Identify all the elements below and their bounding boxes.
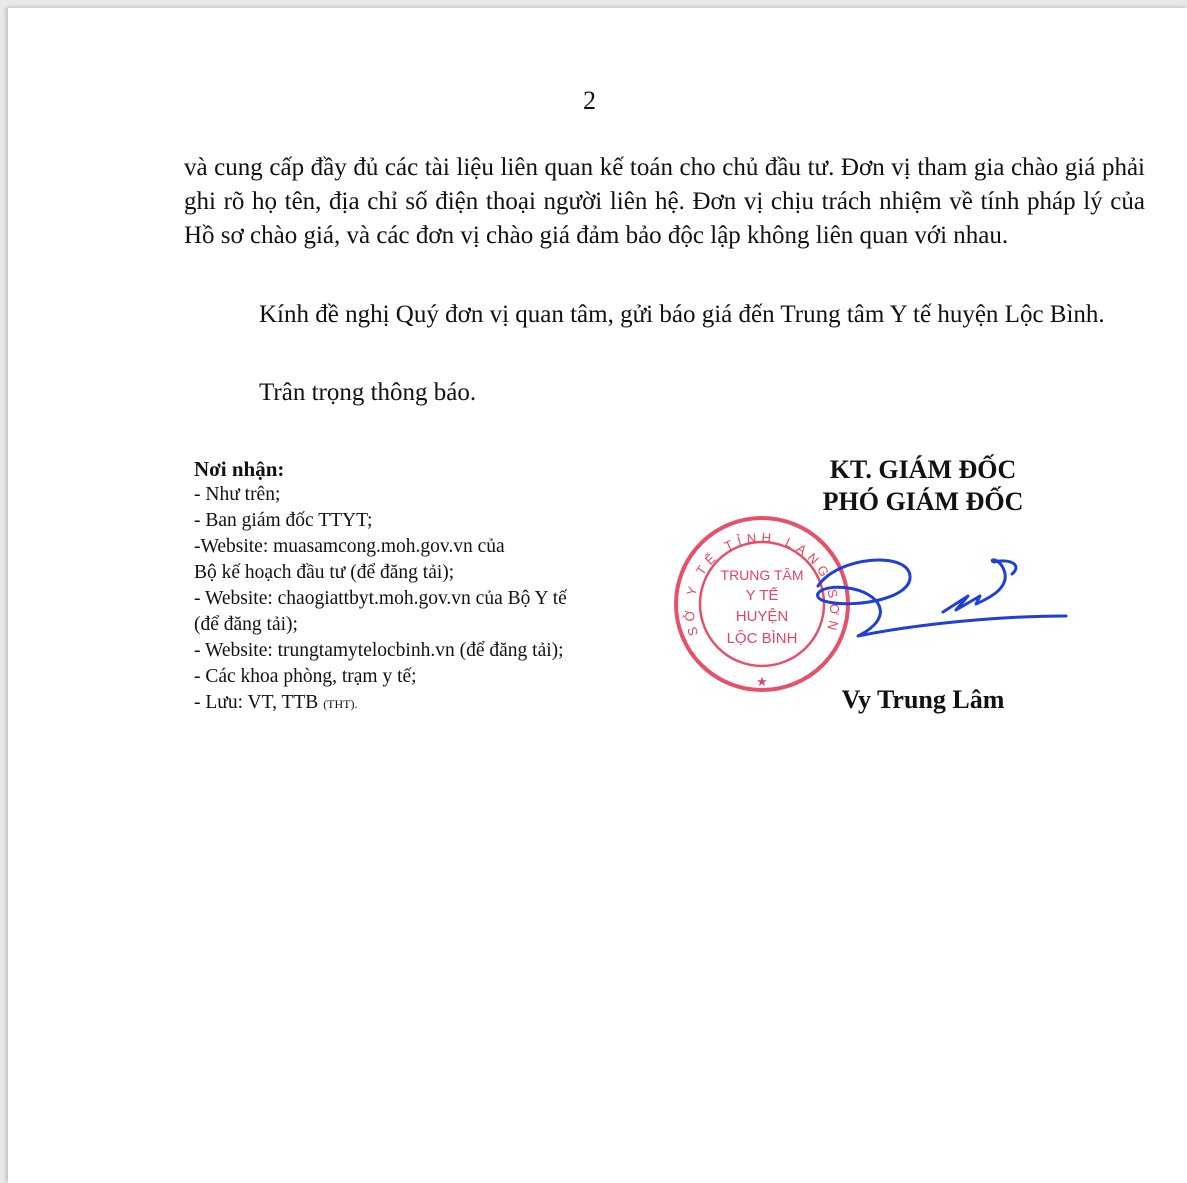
recipients-block <box>194 456 664 717</box>
signer-title-1: KT. GIÁM ĐỐC <box>829 455 1017 484</box>
recipient-line: - Website: chaogiattbyt.moh.gov.vn của Bộ Y tế <box>194 588 567 609</box>
body-paragraph-1: và cung cấp đầy đủ các tài liệu liên quan kế toán cho chủ đầu tư. Đơn vị tham gia chào giá phải ghi rõ họ tên, địa chỉ số điện thoại người liên hệ. Đơn vị chịu trách nhiệm về tính pháp lý của Hồ sơ chào giá, và các đơn vị chào giá đảm bảo độc lập không liên quan với nhau. <box>184 154 1145 249</box>
recipient-line: -Website: muasamcong.moh.gov.vn của <box>194 536 505 557</box>
recipient-line: Bộ kế hoạch đầu tư (để đăng tải); <box>194 562 455 583</box>
recipient-line: - Các khoa phòng, trạm y tế; <box>194 666 417 687</box>
recipient-archive-line <box>194 690 664 717</box>
handwritten-signature <box>798 546 1068 646</box>
stamp-line-2: Y TẾ <box>745 587 779 604</box>
stamp-outer-text: SỞ Y TẾ TỈNH LẠNG SƠN <box>681 529 843 638</box>
document-page <box>8 8 1187 1183</box>
stamp-line-1: TRUNG TÂM <box>720 567 804 583</box>
recipient-line: - Website: trungtamytelocbinh.vn (để đăng tải); <box>194 640 564 661</box>
stamp-line-4: LỘC BÌNH <box>726 630 798 647</box>
body-paragraph-3: Trân trọng thông báo. <box>259 379 477 406</box>
signer-name: Vy Trung Lâm <box>841 685 1005 714</box>
stamp-star-icon: ★ <box>756 675 768 690</box>
body-paragraph-2: Kính đề nghị Quý đơn vị quan tâm, gửi báo giá đến Trung tâm Y tế huyện Lộc Bình. <box>259 301 1105 328</box>
archive-label: - Lưu: VT, TTB <box>194 692 319 713</box>
recipient-line: - Ban giám đốc TTYT; <box>194 510 373 531</box>
recipient-line: - Như trên; <box>194 484 281 505</box>
archive-note: (THT). <box>323 697 358 711</box>
stamp-line-3: HUYỆN <box>735 608 789 625</box>
recipients-heading: Nơi nhận: <box>194 457 285 481</box>
recipient-line: (để đăng tải); <box>194 614 298 635</box>
page-number: 2 <box>583 86 596 115</box>
signer-title-2: PHÓ GIÁM ĐỐC <box>822 487 1024 516</box>
